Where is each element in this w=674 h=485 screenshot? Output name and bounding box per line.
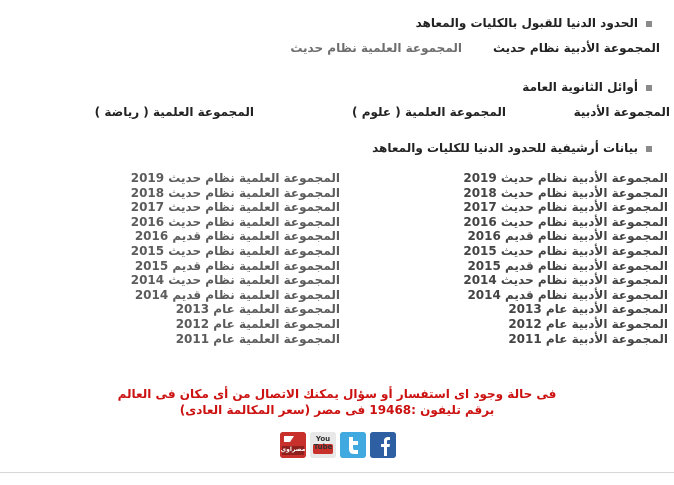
archive-literary-list bbox=[463, 171, 668, 346]
section-title-archive: بيانات أرشيفية للحدود الدنيا للكليات والمعاهد bbox=[372, 141, 652, 155]
contact-line-2: برقم تليفون :19468 فى مصر (سعر المكالمة العادى) bbox=[179, 403, 495, 417]
archive-link-scientific[interactable]: المجموعة العلمية عام 2013 bbox=[175, 302, 340, 317]
archive-link-scientific[interactable]: المجموعة العلمية نظام قديم 2015 bbox=[134, 258, 340, 273]
masrawy-label: مصراوي bbox=[280, 446, 306, 453]
archive-link-literary[interactable]: المجموعة الأدبية عام 2011 bbox=[508, 331, 668, 346]
archive-link-literary[interactable]: المجموعة الأدبية نظام قديم 2014 bbox=[467, 287, 668, 302]
archive-link-literary[interactable]: المجموعة الأدبية نظام حديث 2018 bbox=[463, 185, 668, 200]
facebook-icon[interactable] bbox=[370, 432, 396, 458]
bullet-icon bbox=[646, 21, 652, 27]
bullet-icon bbox=[646, 146, 652, 152]
section-title-top-students: أوائل الثانوية العامة bbox=[522, 80, 652, 94]
masrawy-icon[interactable] bbox=[280, 432, 306, 458]
archive-link-scientific[interactable]: المجموعة العلمية نظام حديث 2018 bbox=[130, 185, 340, 200]
archive-link-scientific[interactable]: المجموعة العلمية نظام قديم 2016 bbox=[134, 229, 340, 244]
archive-link-scientific[interactable]: المجموعة العلمية عام 2012 bbox=[175, 316, 340, 331]
link-literary-new[interactable]: المجموعة الأدبية نظام حديث bbox=[492, 41, 660, 55]
twitter-icon[interactable] bbox=[340, 432, 366, 458]
archive-link-literary[interactable]: المجموعة الأدبية عام 2013 bbox=[508, 302, 668, 317]
archive-link-literary[interactable]: المجموعة الأدبية نظام حديث 2014 bbox=[463, 273, 668, 288]
archive-link-scientific[interactable]: المجموعة العلمية عام 2011 bbox=[175, 331, 340, 346]
archive-link-scientific[interactable]: المجموعة العلمية نظام حديث 2019 bbox=[130, 171, 340, 185]
link-top-science[interactable]: المجموعة العلمية ( علوم ) bbox=[352, 105, 506, 119]
archive-link-literary[interactable]: المجموعة الأدبية عام 2012 bbox=[508, 316, 668, 331]
link-top-math[interactable]: المجموعة العلمية ( رياضة ) bbox=[94, 105, 254, 119]
archive-link-literary[interactable]: المجموعة الأدبية نظام قديم 2016 bbox=[467, 229, 668, 244]
section-title-min-scores: الحدود الدنيا للقبول بالكليات والمعاهد bbox=[416, 16, 652, 30]
archive-link-literary[interactable]: المجموعة الأدبية نظام حديث 2017 bbox=[463, 200, 668, 215]
youtube-label: You Tube bbox=[313, 435, 333, 451]
archive-link-literary[interactable]: المجموعة الأدبية نظام حديث 2019 bbox=[463, 171, 668, 185]
archive-link-literary[interactable]: المجموعة الأدبية نظام حديث 2016 bbox=[463, 214, 668, 229]
archive-link-scientific[interactable]: المجموعة العلمية نظام حديث 2017 bbox=[130, 200, 340, 215]
archive-link-scientific[interactable]: المجموعة العلمية نظام حديث 2015 bbox=[130, 243, 340, 258]
archive-scientific-list bbox=[131, 171, 340, 346]
contact-line-1: فى حالة وجود اى استفسار أو سؤال يمكنك الاتصال من أى مكان فى العالم bbox=[117, 387, 557, 401]
bullet-icon bbox=[646, 85, 652, 91]
archive-link-scientific[interactable]: المجموعة العلمية نظام حديث 2016 bbox=[130, 214, 340, 229]
footer-divider bbox=[0, 472, 674, 473]
archive-link-scientific[interactable]: المجموعة العلمية نظام حديث 2014 bbox=[130, 273, 340, 288]
youtube-icon[interactable] bbox=[310, 432, 336, 458]
archive-link-literary[interactable]: المجموعة الأدبية نظام حديث 2015 bbox=[463, 243, 668, 258]
link-top-literary[interactable]: المجموعة الأدبية bbox=[573, 105, 670, 119]
link-scientific-new[interactable]: المجموعة العلمية نظام حديث bbox=[290, 41, 462, 55]
archive-link-scientific[interactable]: المجموعة العلمية نظام قديم 2014 bbox=[134, 287, 340, 302]
archive-link-literary[interactable]: المجموعة الأدبية نظام قديم 2015 bbox=[467, 258, 668, 273]
